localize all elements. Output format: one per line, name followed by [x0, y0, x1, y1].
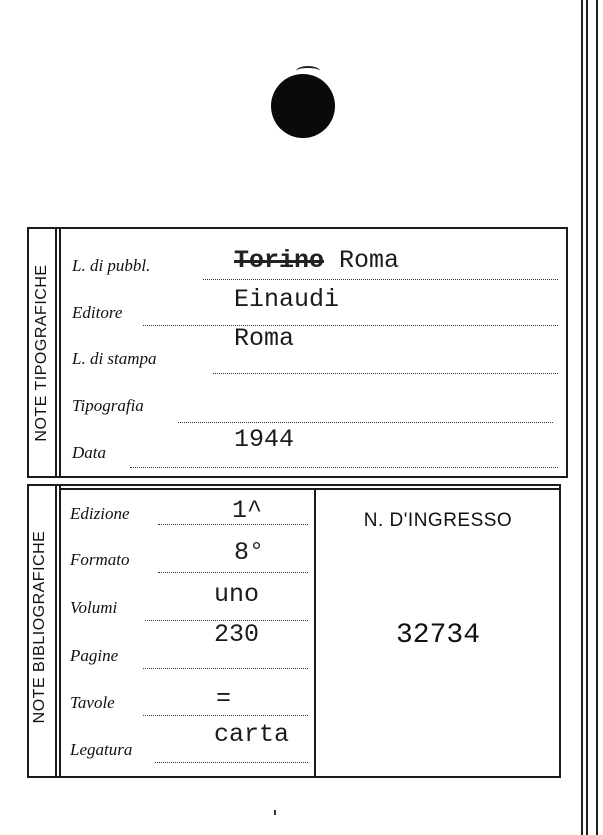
- dotline: [143, 325, 558, 326]
- value-pagine: 230: [214, 620, 260, 649]
- ingresso-divider: [314, 488, 316, 776]
- label-data: Data: [72, 443, 106, 462]
- label-pagine: Pagine: [70, 646, 119, 665]
- struck-text: Torino: [234, 246, 325, 275]
- ingresso-title: N. D'INGRESSO: [363, 510, 513, 531]
- dotline: [143, 715, 308, 716]
- dotline: [203, 279, 558, 280]
- bibliografiche-top-rule: [61, 488, 559, 490]
- dotline: [178, 422, 553, 423]
- dotline: [213, 373, 558, 374]
- ingresso-number: 32734: [395, 620, 480, 651]
- punch-hole: [271, 74, 335, 138]
- label-edizione: Edizione: [70, 504, 130, 523]
- label-tipografia: Tipografia: [72, 396, 144, 415]
- label-legatura: Legatura: [70, 740, 133, 759]
- dotline: [130, 467, 558, 468]
- value-legatura: carta: [214, 720, 290, 749]
- value-data: 1944: [234, 425, 295, 454]
- bibliografiche-divider: [55, 486, 57, 776]
- bibliografiche-divider-inner: [59, 486, 61, 776]
- tipografiche-divider-inner: [59, 229, 61, 476]
- section-label-bibliografiche: NOTE BIBLIOGRAFICHE: [31, 530, 48, 724]
- label-luogo-pubbl: L. di pubbl.: [72, 256, 151, 275]
- paper-speck: [274, 810, 276, 815]
- card-edge-line: [586, 0, 588, 835]
- tipografiche-divider: [55, 229, 57, 476]
- label-tavole: Tavole: [70, 693, 115, 712]
- value-luogo-stampa: Roma: [234, 324, 295, 353]
- label-volumi: Volumi: [70, 598, 118, 617]
- value-volumi: uno: [214, 580, 260, 609]
- value-edizione: 1^: [232, 496, 263, 525]
- card-edge-line: [581, 0, 583, 835]
- dotline: [155, 762, 308, 763]
- dotline: [143, 668, 308, 669]
- value-tavole: =: [216, 684, 232, 713]
- label-editore: Editore: [72, 303, 123, 322]
- label-formato: Formato: [70, 550, 130, 569]
- label-luogo-stampa: L. di stampa: [72, 349, 157, 368]
- value-luogo-pubbl: [234, 246, 399, 275]
- value-editore: Einaudi: [234, 285, 340, 314]
- section-label-tipografiche: NOTE TIPOGRAFICHE: [33, 264, 50, 442]
- dotline: [158, 572, 308, 573]
- value-formato: 8°: [234, 538, 265, 567]
- value-text: Roma: [339, 246, 400, 275]
- card-edge-line: [596, 0, 598, 835]
